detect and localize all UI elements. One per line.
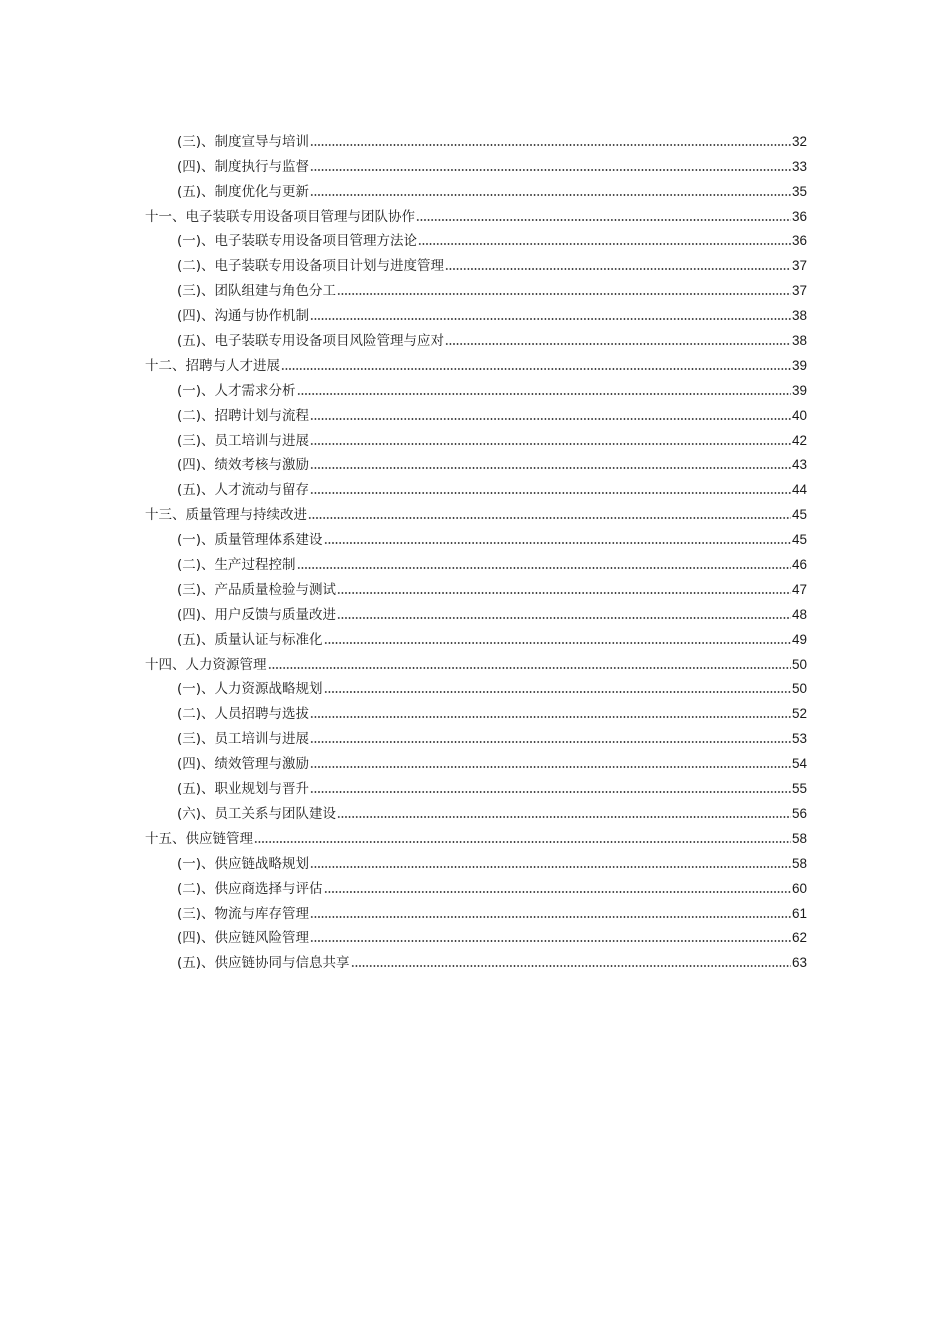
toc-section-entry[interactable] (145, 748, 807, 773)
toc-section-entry[interactable] (145, 574, 807, 599)
toc-page-number: 60 (791, 880, 807, 896)
toc-page-number: 50 (791, 656, 807, 672)
toc-section-entry[interactable] (145, 848, 807, 873)
toc-page-number: 32 (791, 133, 807, 149)
toc-section-entry[interactable] (145, 275, 807, 300)
toc-section-entry[interactable] (145, 873, 807, 898)
toc-section-entry[interactable] (145, 400, 807, 425)
toc-dot-leader (337, 292, 791, 296)
toc-entry-title: 十四、人力资源管理 (145, 656, 267, 673)
toc-page-number: 40 (791, 407, 807, 423)
toc-page-number: 61 (791, 905, 807, 921)
toc-page-number: 37 (791, 258, 807, 274)
toc-dot-leader (254, 840, 791, 844)
toc-page-number: 36 (791, 208, 807, 224)
toc-dot-leader (268, 666, 791, 670)
toc-page-number: 49 (791, 631, 807, 647)
toc-dot-leader (351, 964, 791, 968)
toc-chapter-entry[interactable] (145, 499, 807, 524)
toc-dot-leader (310, 143, 791, 147)
toc-section-entry[interactable] (145, 375, 807, 400)
toc-entry-title: 十二、招聘与人才进展 (145, 357, 280, 374)
toc-section-entry[interactable] (145, 126, 807, 151)
toc-page-number: 63 (791, 955, 807, 971)
toc-section-entry[interactable] (145, 176, 807, 201)
toc-section-entry[interactable] (145, 947, 807, 972)
toc-page-number: 36 (791, 233, 807, 249)
toc-dot-leader (310, 491, 791, 495)
toc-entry-title: (三)、员工培训与进展 (177, 731, 310, 748)
toc-dot-leader (310, 442, 791, 446)
toc-entry-title: 十三、质量管理与持续改进 (145, 507, 307, 524)
toc-page-number: 46 (791, 557, 807, 573)
toc-entry-title: (三)、团队组建与角色分工 (177, 283, 337, 300)
toc-chapter-entry[interactable] (145, 350, 807, 375)
toc-entry-title: (二)、电子装联专用设备项目计划与进度管理 (177, 258, 445, 275)
toc-dot-leader (310, 915, 791, 919)
toc-dot-leader (281, 367, 791, 371)
toc-section-entry[interactable] (145, 898, 807, 923)
toc-dot-leader (297, 566, 791, 570)
toc-page-number: 39 (791, 382, 807, 398)
toc-dot-leader (337, 616, 791, 620)
toc-entry-title: (五)、职业规划与晋升 (177, 781, 310, 798)
toc-section-entry[interactable] (145, 698, 807, 723)
toc-entry-title: (四)、沟通与协作机制 (177, 308, 310, 325)
toc-entry-title: (一)、人才需求分析 (177, 382, 296, 399)
toc-dot-leader (418, 242, 791, 246)
toc-section-entry[interactable] (145, 798, 807, 823)
toc-entry-title: (四)、绩效考核与激励 (177, 457, 310, 474)
toc-page-number: 55 (791, 781, 807, 797)
toc-page-number: 52 (791, 706, 807, 722)
toc-dot-leader (310, 417, 791, 421)
toc-dot-leader (310, 740, 791, 744)
toc-entry-title: 十五、供应链管理 (145, 830, 253, 847)
toc-page-number: 45 (791, 532, 807, 548)
toc-entry-title: (四)、制度执行与监督 (177, 158, 310, 175)
toc-entry-title: (一)、质量管理体系建设 (177, 532, 323, 549)
toc-page-number: 33 (791, 158, 807, 174)
toc-entry-title: (五)、供应链协同与信息共享 (177, 955, 350, 972)
toc-section-entry[interactable] (145, 923, 807, 948)
toc-section-entry[interactable] (145, 325, 807, 350)
toc-section-entry[interactable] (145, 151, 807, 176)
toc-page-number: 37 (791, 283, 807, 299)
toc-dot-leader (310, 715, 791, 719)
toc-dot-leader (310, 790, 791, 794)
toc-section-entry[interactable] (145, 549, 807, 574)
toc-entry-title: (四)、供应链风险管理 (177, 930, 310, 947)
toc-dot-leader (416, 218, 791, 222)
toc-entry-title: (一)、供应链战略规划 (177, 855, 310, 872)
toc-section-entry[interactable] (145, 773, 807, 798)
toc-chapter-entry[interactable] (145, 649, 807, 674)
toc-entry-title: (三)、员工培训与进展 (177, 432, 310, 449)
toc-chapter-entry[interactable] (145, 823, 807, 848)
toc-section-entry[interactable] (145, 450, 807, 475)
toc-dot-leader (445, 267, 791, 271)
toc-page-number: 42 (791, 432, 807, 448)
toc-page-number: 56 (791, 805, 807, 821)
toc-entry-title: (三)、物流与库存管理 (177, 905, 310, 922)
toc-dot-leader (324, 541, 791, 545)
toc-dot-leader (310, 193, 791, 197)
toc-dot-leader (337, 591, 791, 595)
toc-entry-title: (二)、人员招聘与选拔 (177, 706, 310, 723)
toc-page-number: 47 (791, 581, 807, 597)
toc-dot-leader (310, 317, 791, 321)
toc-entry-title: (一)、人力资源战略规划 (177, 681, 323, 698)
toc-section-entry[interactable] (145, 599, 807, 624)
toc-dot-leader (310, 939, 791, 943)
toc-section-entry[interactable] (145, 474, 807, 499)
toc-dot-leader (324, 641, 791, 645)
toc-page-number: 35 (791, 183, 807, 199)
toc-entry-title: (二)、供应商选择与评估 (177, 880, 323, 897)
toc-entry-title: (五)、制度优化与更新 (177, 183, 310, 200)
toc-entry-title: (一)、电子装联专用设备项目管理方法论 (177, 233, 418, 250)
toc-entry-title: (五)、人才流动与留存 (177, 482, 310, 499)
toc-entry-title: (二)、生产过程控制 (177, 557, 296, 574)
toc-entry-title: (四)、用户反馈与质量改进 (177, 606, 337, 623)
toc-section-entry[interactable] (145, 425, 807, 450)
table-of-contents (145, 126, 807, 972)
toc-section-entry[interactable] (145, 524, 807, 549)
toc-page-number: 45 (791, 507, 807, 523)
toc-page-number: 38 (791, 333, 807, 349)
toc-entry-title: (二)、招聘计划与流程 (177, 407, 310, 424)
toc-section-entry[interactable] (145, 624, 807, 649)
toc-dot-leader (310, 168, 791, 172)
toc-page-number: 39 (791, 357, 807, 373)
toc-page-number: 58 (791, 855, 807, 871)
toc-page-number: 50 (791, 681, 807, 697)
toc-section-entry[interactable] (145, 300, 807, 325)
toc-section-entry[interactable] (145, 723, 807, 748)
toc-dot-leader (310, 466, 791, 470)
toc-page-number: 48 (791, 606, 807, 622)
toc-dot-leader (337, 815, 791, 819)
toc-dot-leader (324, 690, 791, 694)
toc-page-number: 53 (791, 731, 807, 747)
toc-page-number: 44 (791, 482, 807, 498)
toc-dot-leader (297, 392, 791, 396)
toc-entry-title: 十一、电子装联专用设备项目管理与团队协作 (145, 208, 415, 225)
toc-page-number: 43 (791, 457, 807, 473)
toc-entry-title: (三)、产品质量检验与测试 (177, 581, 337, 598)
toc-page-number: 38 (791, 308, 807, 324)
toc-section-entry[interactable] (145, 226, 807, 251)
toc-entry-title: (五)、质量认证与标准化 (177, 631, 323, 648)
toc-entry-title: (三)、制度宣导与培训 (177, 133, 310, 150)
toc-entry-title: (六)、员工关系与团队建设 (177, 805, 337, 822)
toc-entry-title: (四)、绩效管理与激励 (177, 756, 310, 773)
toc-dot-leader (308, 516, 791, 520)
toc-dot-leader (310, 765, 791, 769)
toc-entry-title: (五)、电子装联专用设备项目风险管理与应对 (177, 333, 445, 350)
toc-dot-leader (324, 890, 791, 894)
toc-page-number: 58 (791, 830, 807, 846)
toc-page-number: 62 (791, 930, 807, 946)
toc-dot-leader (445, 342, 791, 346)
toc-page-number: 54 (791, 756, 807, 772)
toc-chapter-entry[interactable] (145, 201, 807, 226)
toc-dot-leader (310, 865, 791, 869)
toc-section-entry[interactable] (145, 250, 807, 275)
toc-section-entry[interactable] (145, 674, 807, 699)
